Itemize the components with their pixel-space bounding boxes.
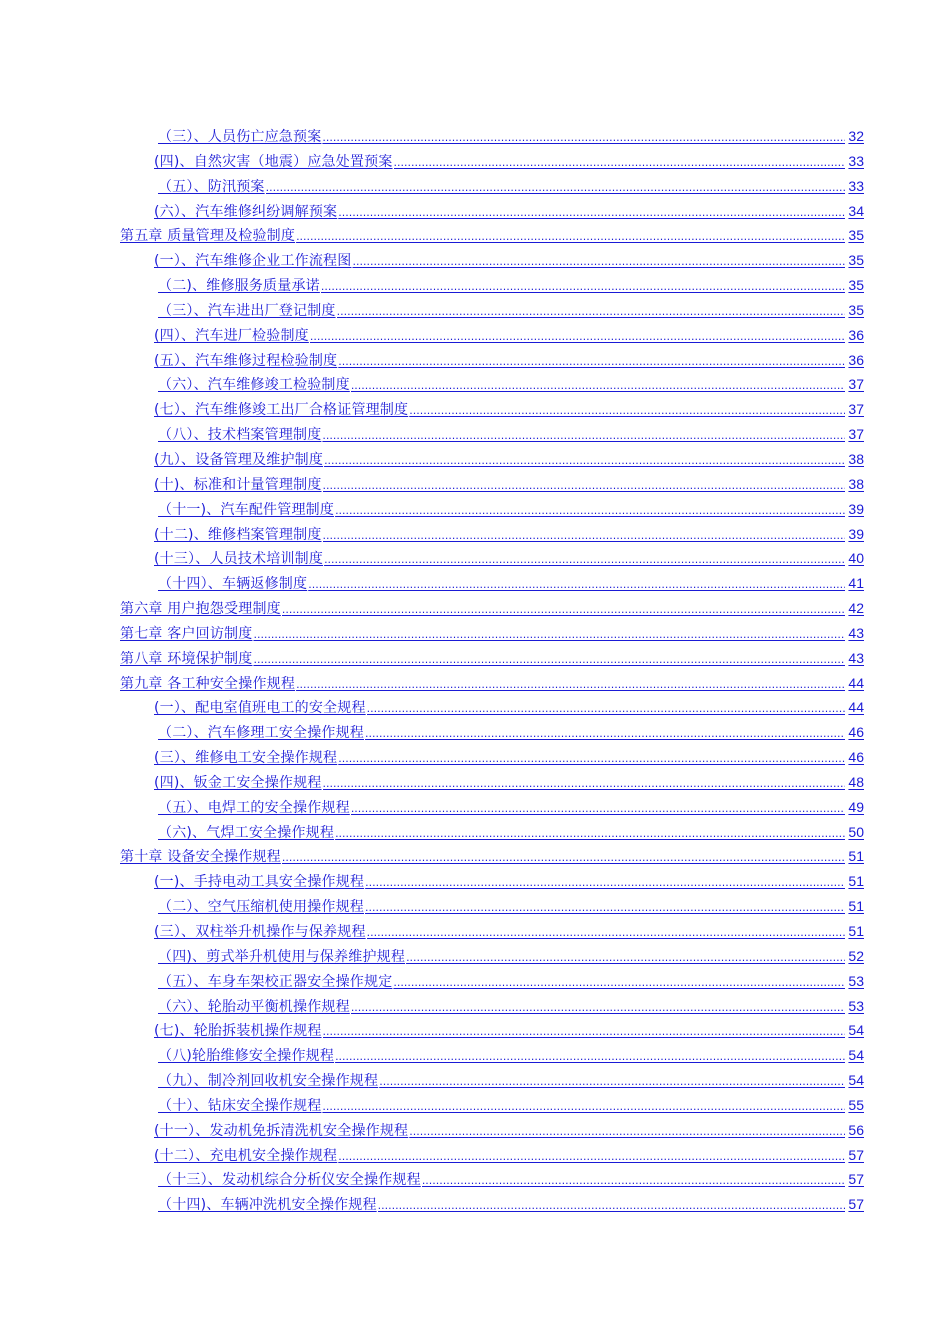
toc-dot-leader bbox=[409, 1120, 845, 1145]
toc-section-link[interactable] bbox=[120, 298, 864, 323]
toc-page-number: 55 bbox=[848, 1096, 864, 1113]
toc-entry-title: （十）、钻床安全操作规程 bbox=[158, 1097, 322, 1114]
toc-entry-title: （二）、汽车修理工安全操作规程 bbox=[158, 725, 364, 742]
toc-entry-title: （九）、制冷剂回收机安全操作规程 bbox=[158, 1073, 379, 1090]
toc-section-link[interactable] bbox=[120, 994, 864, 1019]
toc-entry-title: (十三）、人员技术培训制度 bbox=[154, 551, 324, 568]
toc-section-link[interactable] bbox=[120, 348, 864, 373]
toc-dot-leader bbox=[338, 350, 845, 375]
toc-dot-leader bbox=[310, 325, 845, 350]
toc-section-link[interactable] bbox=[120, 1192, 864, 1217]
toc-page-number: 51 bbox=[848, 923, 864, 939]
toc-dot-leader bbox=[338, 747, 845, 772]
toc-section-link[interactable] bbox=[120, 1068, 864, 1093]
toc-dot-leader bbox=[253, 648, 845, 673]
toc-dot-leader bbox=[323, 772, 845, 797]
toc-section-link[interactable] bbox=[120, 720, 864, 745]
toc-section-link[interactable] bbox=[120, 869, 864, 894]
toc-dot-leader bbox=[351, 374, 845, 399]
toc-entry-title: (五）、汽车维修过程检验制度 bbox=[154, 352, 338, 369]
toc-section-link[interactable] bbox=[120, 571, 864, 596]
toc-dot-leader bbox=[379, 1070, 845, 1095]
toc-section-link[interactable] bbox=[120, 1043, 864, 1068]
toc-entry-title: （十三）、发动机综合分析仪安全操作规程 bbox=[158, 1172, 421, 1189]
toc-chapter-link[interactable] bbox=[120, 596, 864, 621]
toc-section-link[interactable] bbox=[120, 472, 864, 497]
toc-dot-leader bbox=[296, 225, 845, 250]
table-of-contents bbox=[120, 124, 864, 1217]
toc-entry-title: （三）、人员伤亡应急预案 bbox=[158, 129, 322, 145]
toc-dot-leader bbox=[351, 996, 845, 1021]
toc-page-number: 53 bbox=[848, 997, 864, 1014]
toc-section-link[interactable] bbox=[120, 124, 864, 149]
toc-section-link[interactable] bbox=[120, 174, 864, 199]
toc-section-link[interactable] bbox=[120, 447, 864, 472]
toc-dot-leader bbox=[282, 598, 845, 623]
toc-page-number: 41 bbox=[848, 575, 864, 592]
toc-page-number: 48 bbox=[848, 773, 864, 790]
toc-entry-title: （五）、电焊工的安全操作规程 bbox=[158, 799, 350, 816]
toc-page-number: 43 bbox=[848, 624, 864, 641]
toc-entry-title: (三）、双柱举升机操作与保养规程 bbox=[154, 924, 366, 940]
toc-section-link[interactable] bbox=[120, 497, 864, 522]
toc-entry-title: （二）、空气压缩机使用操作规程 bbox=[158, 899, 364, 916]
toc-dot-leader bbox=[365, 871, 845, 896]
toc-page-number: 36 bbox=[848, 326, 864, 343]
toc-entry-title: （五）、防汛预案 bbox=[158, 178, 265, 195]
toc-entry-title: (九）、设备管理及维护制度 bbox=[154, 451, 324, 468]
toc-page-number: 35 bbox=[848, 252, 864, 269]
toc-dot-leader bbox=[323, 474, 845, 499]
toc-entry-title: (四）、汽车进厂检验制度 bbox=[154, 327, 309, 344]
toc-dot-leader bbox=[365, 722, 845, 747]
toc-dot-leader bbox=[367, 697, 845, 722]
toc-page-number: 39 bbox=[848, 500, 864, 517]
toc-page-number: 33 bbox=[848, 152, 864, 169]
toc-entry-title: 第九章 各工种安全操作规程 bbox=[120, 675, 296, 692]
toc-section-link[interactable] bbox=[120, 1167, 864, 1192]
toc-chapter-link[interactable] bbox=[120, 223, 864, 248]
toc-dot-leader bbox=[367, 921, 845, 946]
toc-page-number: 44 bbox=[848, 674, 864, 691]
toc-page-number: 49 bbox=[848, 798, 864, 815]
toc-section-link[interactable] bbox=[120, 397, 864, 422]
toc-section-link[interactable] bbox=[120, 422, 864, 447]
toc-entry-title: （六）、汽车维修竣工检验制度 bbox=[158, 377, 350, 394]
toc-entry-title: (十二)、维修档案管理制度 bbox=[154, 526, 322, 543]
toc-entry-title: (七)、轮胎拆装机操作规程 bbox=[154, 1023, 322, 1040]
toc-entry-title: （四)、剪式举升机使用与保养维护规程 bbox=[158, 948, 406, 965]
toc-section-link[interactable] bbox=[120, 522, 864, 547]
toc-dot-leader bbox=[335, 1045, 845, 1070]
toc-dot-leader bbox=[253, 623, 845, 648]
toc-entry-title: 第八章 环境保护制度 bbox=[120, 650, 253, 667]
toc-section-link[interactable] bbox=[120, 273, 864, 298]
toc-section-link[interactable] bbox=[120, 1018, 864, 1043]
toc-entry-title: 第十章 设备安全操作规程 bbox=[120, 849, 281, 866]
toc-section-link[interactable] bbox=[120, 149, 864, 174]
toc-entry-title: （八)轮胎维修安全操作规程 bbox=[158, 1048, 335, 1065]
toc-entry-title: 第七章 客户回访制度 bbox=[120, 625, 253, 642]
toc-dot-leader bbox=[351, 797, 845, 822]
toc-section-link[interactable] bbox=[120, 695, 864, 720]
toc-dot-leader bbox=[393, 971, 845, 996]
toc-page-number: 53 bbox=[848, 972, 864, 989]
toc-entry-title: 第五章 质量管理及检验制度 bbox=[120, 228, 296, 245]
toc-section-link[interactable] bbox=[120, 969, 864, 994]
toc-dot-leader bbox=[322, 126, 845, 151]
toc-entry-title: 第六章 用户抱怨受理制度 bbox=[120, 601, 281, 618]
toc-dot-leader bbox=[324, 449, 845, 474]
toc-dot-leader bbox=[323, 1020, 845, 1045]
toc-dot-leader bbox=[338, 1145, 845, 1170]
toc-dot-leader bbox=[321, 275, 845, 300]
toc-page-number: 51 bbox=[848, 898, 864, 915]
toc-entry-title: (十一）、发动机免拆清洗机安全操作规程 bbox=[154, 1122, 409, 1139]
toc-entry-title: (四)、钣金工安全操作规程 bbox=[154, 774, 322, 791]
toc-dot-leader bbox=[322, 1095, 845, 1120]
toc-dot-leader bbox=[409, 399, 845, 424]
toc-page-number: 39 bbox=[848, 525, 864, 542]
toc-page-number: 46 bbox=[848, 749, 864, 766]
toc-page-number: 46 bbox=[848, 724, 864, 741]
toc-dot-leader bbox=[394, 151, 845, 176]
toc-section-link[interactable] bbox=[120, 546, 864, 571]
toc-section-link[interactable] bbox=[120, 199, 864, 224]
toc-dot-leader bbox=[296, 673, 845, 698]
toc-section-link[interactable] bbox=[120, 1093, 864, 1118]
toc-page-number: 52 bbox=[848, 947, 864, 964]
toc-dot-leader bbox=[378, 1194, 845, 1219]
toc-dot-leader bbox=[335, 499, 845, 524]
toc-page-number: 43 bbox=[848, 649, 864, 666]
toc-entry-title: （十四）、车辆返修制度 bbox=[158, 576, 308, 593]
toc-page-number: 35 bbox=[848, 277, 864, 294]
toc-dot-leader bbox=[323, 524, 845, 549]
toc-entry-title: (一）、配电室值班电工的安全规程 bbox=[154, 700, 366, 717]
toc-dot-leader bbox=[324, 548, 845, 573]
toc-page-number: 44 bbox=[848, 699, 864, 716]
toc-page-number: 37 bbox=[848, 376, 864, 393]
toc-chapter-link[interactable] bbox=[120, 671, 864, 696]
toc-entry-title: （十一)、汽车配件管理制度 bbox=[158, 501, 335, 518]
toc-dot-leader bbox=[337, 300, 845, 325]
toc-page-number: 54 bbox=[848, 1047, 864, 1064]
toc-page-number: 35 bbox=[848, 301, 864, 318]
toc-page-number: 37 bbox=[848, 401, 864, 418]
toc-entry-title: （六)、气焊工安全操作规程 bbox=[158, 824, 335, 841]
toc-page-number: 54 bbox=[848, 1022, 864, 1039]
toc-dot-leader bbox=[406, 946, 845, 971]
toc-section-link[interactable] bbox=[120, 820, 864, 845]
toc-dot-leader bbox=[308, 573, 845, 598]
toc-page-number: 57 bbox=[848, 1196, 864, 1213]
toc-section-link[interactable] bbox=[120, 894, 864, 919]
toc-page-number: 34 bbox=[848, 202, 864, 219]
toc-entry-title: (四)、自然灾害（地震）应急处置预案 bbox=[154, 153, 393, 170]
toc-entry-title: (三）、维修电工安全操作规程 bbox=[154, 750, 338, 767]
toc-chapter-link[interactable] bbox=[120, 646, 864, 671]
toc-page-number: 36 bbox=[848, 351, 864, 368]
toc-section-link[interactable] bbox=[120, 1143, 864, 1168]
toc-dot-leader bbox=[335, 822, 845, 847]
toc-chapter-link[interactable] bbox=[120, 621, 864, 646]
toc-entry-title: (十)、标准和计量管理制度 bbox=[154, 476, 322, 493]
toc-entry-title: (七）、汽车维修竣工出厂合格证管理制度 bbox=[154, 402, 409, 419]
toc-section-link[interactable] bbox=[120, 745, 864, 770]
toc-page-number: 50 bbox=[848, 823, 864, 840]
toc-page-number: 42 bbox=[848, 600, 864, 617]
toc-section-link[interactable] bbox=[120, 944, 864, 969]
toc-page-number: 35 bbox=[848, 227, 864, 244]
toc-page-number: 57 bbox=[848, 1146, 864, 1163]
toc-section-link[interactable] bbox=[120, 919, 864, 944]
toc-entry-title: （十四)、车辆冲洗机安全操作规程 bbox=[158, 1197, 377, 1214]
toc-entry-title: （二)、维修服务质量承诺 bbox=[158, 278, 320, 295]
toc-page-number: 38 bbox=[848, 450, 864, 467]
toc-page-number: 51 bbox=[848, 873, 864, 890]
toc-dot-leader bbox=[266, 176, 845, 201]
toc-entry-title: （八）、技术档案管理制度 bbox=[158, 427, 322, 444]
toc-dot-leader bbox=[352, 250, 845, 275]
toc-chapter-link[interactable] bbox=[120, 844, 864, 869]
toc-entry-title: （三）、汽车进出厂登记制度 bbox=[158, 302, 336, 319]
toc-page-number: 40 bbox=[848, 550, 864, 567]
toc-dot-leader bbox=[322, 424, 845, 449]
toc-page-number: 32 bbox=[848, 128, 864, 144]
toc-section-link[interactable] bbox=[120, 770, 864, 795]
toc-page-number: 56 bbox=[848, 1121, 864, 1138]
toc-entry-title: (一)、手持电动工具安全操作规程 bbox=[154, 874, 365, 891]
toc-section-link[interactable] bbox=[120, 323, 864, 348]
toc-page-number: 51 bbox=[848, 848, 864, 865]
toc-section-link[interactable] bbox=[120, 248, 864, 273]
toc-page-number: 57 bbox=[848, 1171, 864, 1188]
toc-section-link[interactable] bbox=[120, 372, 864, 397]
toc-entry-title: （五）、车身车架校正器安全操作规定 bbox=[158, 973, 393, 990]
toc-page-number: 33 bbox=[848, 177, 864, 194]
toc-page-number: 54 bbox=[848, 1072, 864, 1089]
toc-entry-title: (一）、汽车维修企业工作流程图 bbox=[154, 253, 352, 270]
toc-dot-leader bbox=[338, 201, 845, 226]
toc-dot-leader bbox=[422, 1169, 845, 1194]
toc-section-link[interactable] bbox=[120, 1118, 864, 1143]
toc-page-number: 37 bbox=[848, 426, 864, 443]
toc-section-link[interactable] bbox=[120, 795, 864, 820]
toc-entry-title: （六）、轮胎动平衡机操作规程 bbox=[158, 998, 350, 1015]
toc-dot-leader bbox=[365, 896, 845, 921]
toc-dot-leader bbox=[282, 846, 845, 871]
toc-entry-title: (六）、汽车维修纠纷调解预案 bbox=[154, 203, 338, 220]
toc-entry-title: (十二）、充电机安全操作规程 bbox=[154, 1147, 338, 1164]
toc-page-number: 38 bbox=[848, 475, 864, 492]
